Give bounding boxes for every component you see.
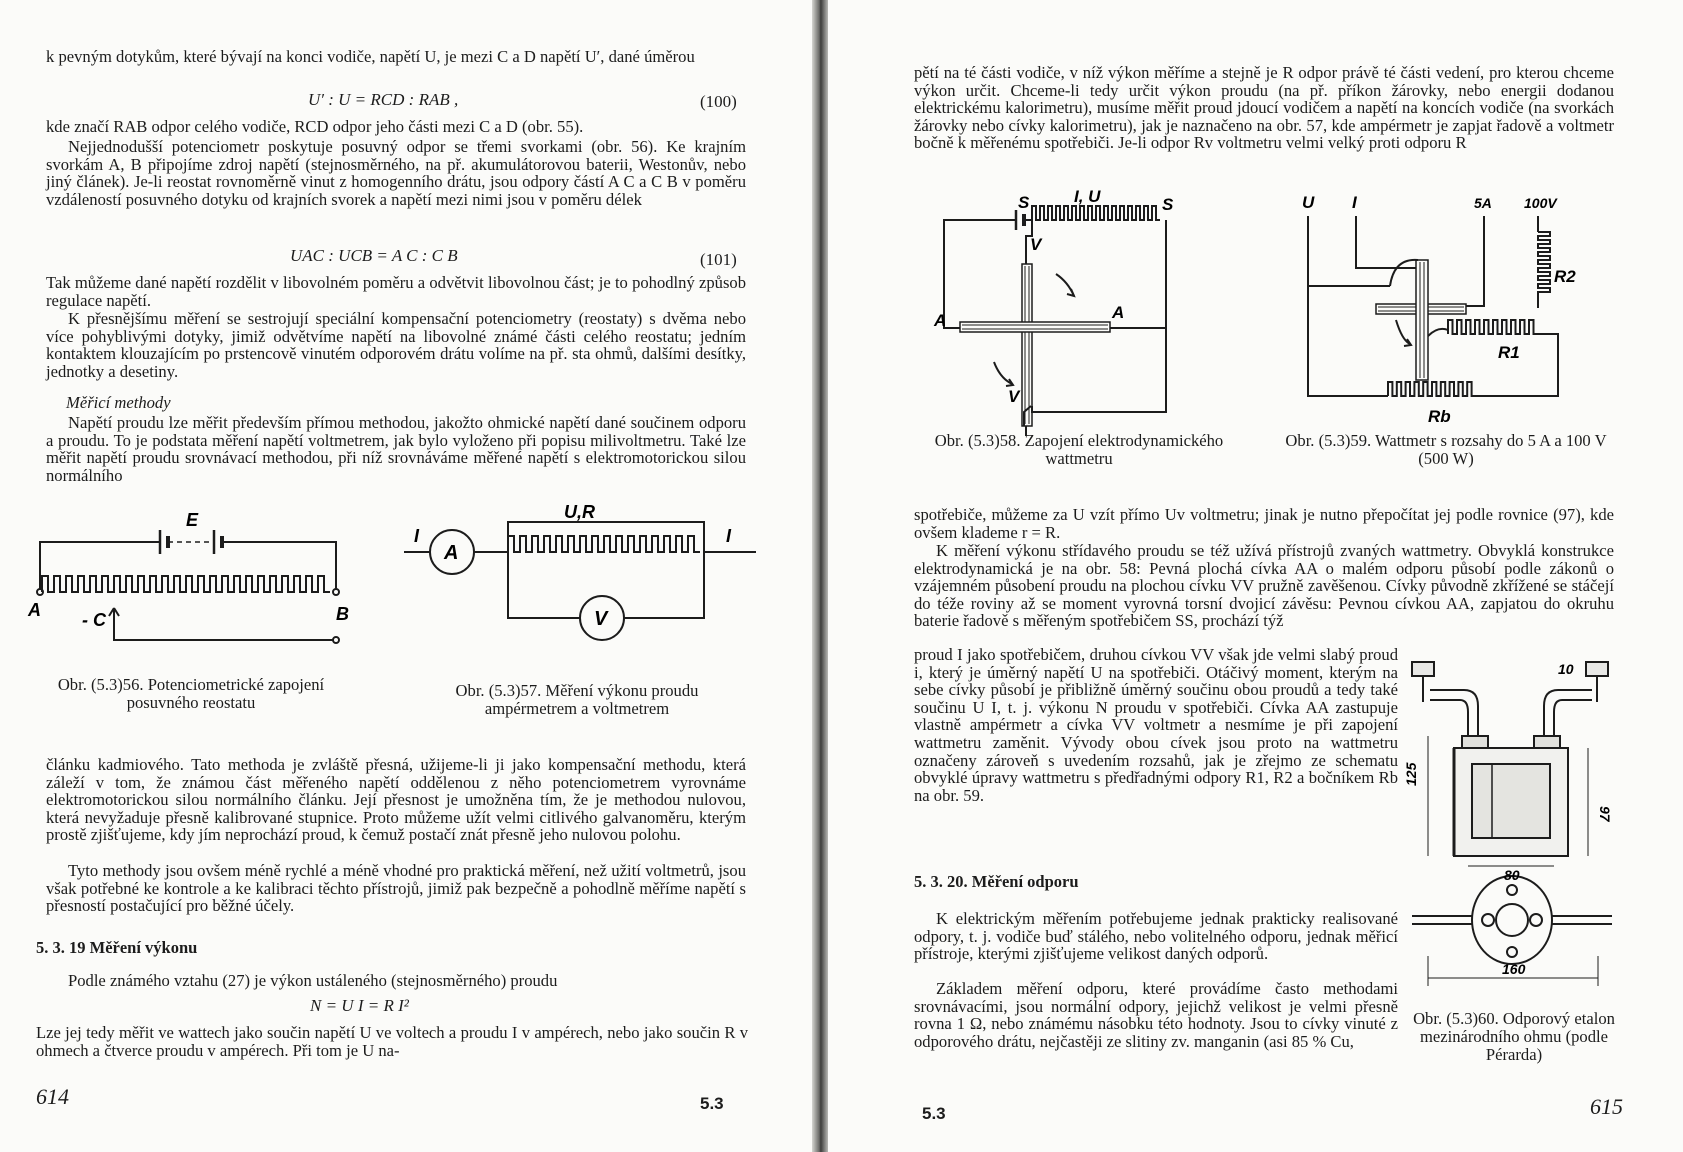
equation-100: U′ : U = RCD : RAB , (308, 90, 459, 109)
fig58-label-S-left: S (1018, 193, 1030, 212)
right-para-4: proud I jako spotřebičem, druhou cívkou VV však jde velmi slabý proud i, který je úměrný napětí U na spotřebiči. Otáčivý moment, kterým na sebe cívky působí je přibližně úměrný součinu obou proudů a tedy také součinu U I, t. j. výkonu N proudu v spotřebiči. Cívka AA zastupuje vlastně ampérmetr a cívka VV voltmetr a nesmíme je při zapojení wattmetru zaměnit. Vývody obou cívek jsou proto na wattmetru označeny zároveň s uvedením rozsahů, jak je zřejmo ze schematu obvyklé úpravy wattmetru s předřadnými odpory R1, R2 a bočníkem Rb na obr. 59. (914, 645, 1398, 805)
equation-101-number: (101) (700, 250, 737, 269)
section-mark-left: 5.3 (700, 1094, 724, 1113)
left-para-7: článku kadmiového. Tato methoda je zvláště přesná, užijeme-li ji jako kompensační methodu, která záleží v tom, že známou část měřeného napětí oddělenou z něho potenciometrem vyrovnáme elektromotorickou silou normálního článku. Její přesnost je umožněna tím, že je methodou nulovou, která nevyžaduje přesně kalibrované stupnice. Proto můžeme užít velmi citlivého galvanoměru, kterým prostě zjišťujeme, kdy jím neprochází proud, k čemuž postačí znát přesně jeho nulovou polohu. (46, 755, 746, 845)
figure-60-resistance-standard-drawing (1403, 656, 1620, 1006)
page-number-left: 614 (36, 1084, 69, 1109)
left-para-5: K přesnějšímu měření se sestrojují speciální kompensační potenciometry (reostaty) s dvěma nebo více pohyblivými dotyky, jimiž odvětvíme napětí na libovolné známé části celého reostatu; jedním kontaktem klouzajícím po prstencově vinutém odporovém drátu volíme na př. sta ohmů, dalšími desítky, jednotky a desetiny. (46, 309, 746, 381)
fig59-label-R1: R1 (1498, 343, 1520, 362)
right-para-6: Základem měření odporu, které provádíme často methodami srovnávacími, jsou normální odpory, jejichž velikost je velmi přesně rovna 1 Ω, nebo známému násobku této hodnoty. Jsou to cívky vinuté z odporového drátu, nejčastěji ze slitiny zv. manganin (asi 85 % Cu, (914, 979, 1398, 1051)
left-para-6: Napětí proudu lze měřit především přímou methodou, jakožto ohmické napětí dané součinem odporu a proudu. To je podstata měření napětí voltmetrem, jak bylo vyloženo při popisu milivoltmetru. Také lze měřit napětí proudu srovnávací methodou, při níž srovnáváme měřené napětí s elektromotorickou silou normálního (46, 413, 746, 485)
caption-figure-57: Obr. (5.3)57. Měření výkonu proudu ampérmetrem a voltmetrem (455, 681, 699, 718)
fig57-label-UR: U,R (564, 502, 595, 522)
fig57-label-I-right: I (726, 526, 732, 546)
figure-59-wattmeter-ranges-diagram (1298, 193, 1618, 426)
fig60-dim-97: 97 (1597, 806, 1613, 822)
page-number-right: 615 (1590, 1094, 1623, 1119)
caption-figure-58: Obr. (5.3)58. Zapojení elektrodynamického wattmetru (934, 431, 1224, 468)
fig57-label-V: V (594, 608, 608, 630)
book-spine (812, 0, 828, 1152)
equation-101: UAC : UCB = A C : C B (290, 246, 458, 265)
equation-power: N = U I = R I² (310, 996, 409, 1015)
fig58-label-S-right: S (1162, 195, 1174, 214)
fig56-label-A: A (28, 600, 41, 620)
fig57-label-A: A (444, 542, 459, 564)
figure-57-power-measurement-diagram (404, 502, 764, 670)
fig59-rb-winding (1388, 382, 1476, 396)
section-heading-resistance-measurement: 5. 3. 20. Měření odporu (914, 872, 1079, 891)
caption-figure-56: Obr. (5.3)56. Potenciometrické zapojení posuvného reostatu (57, 675, 325, 712)
fig58-label-A-right: A (1112, 303, 1125, 322)
left-para-3: Nejjednodušší potenciometr poskytuje posuvný odpor se třemi svorkami (obr. 56). Ke krajním svorkám A, B připojíme zdroj napětí (stejnosměrného, na př. akumulátorovou baterii, Westonův, nebo jiný článek). Je-li reostat rovnoměrně vinut z homogenního drátu, jsou odpory částí A C a C B v poměru vzdáleností posuvného dotyku od krajních svorek a napětí mezi nimi jsou v poměru délek (46, 137, 746, 209)
fig59-label-100V: 100V (1524, 195, 1557, 211)
figure-58-wattmeter-diagram (934, 187, 1236, 426)
right-para-3: K měření výkonu střídavého proudu se též užívá přístrojů zvaných wattmetry. Obvyklá konstrukce elektrodynamická je na obr. 58: Pevná plochá cívka AA o malém odporu působí podle zákonů o vzájemném působení proudu na plochou cívku VV pružně zavěšenou. Cívky původně zkřížené se stáčejí do téže roviny až se moment vyrovná torsní dvojicí závěsu: Pevnou cívkou AA, zapjatou do okruhu baterie řadově s měřeným spotřebičem SS, prochází týž (914, 541, 1614, 631)
left-para-8: Tyto methody jsou ovšem méně rychlé a méně vhodné pro praktická měření, než užití voltmetrů, jsou však potřebné ke kontrole a ke kalibraci těchto přístrojů, jimiž pak bezpečně a pohodlně měříme napětí s přesností postačující pro běžné účely. (46, 861, 746, 916)
right-para-2: spotřebiče, můžeme za U vzít přímo Uv voltmetru; jinak je nutno přepočítat jej podle rovnice (97), kde ovšem klademe r = R. (914, 505, 1614, 542)
fig57-label-I-left: I (414, 526, 420, 546)
left-para-9: Podle známého vztahu (27) je výkon ustáleného (stejnosměrného) proudu (68, 971, 558, 990)
figure-56-potentiometer-diagram (28, 500, 358, 650)
fig56-label-B: B (336, 604, 349, 624)
left-para-2: kde značí RAB odpor celého vodiče, RCD odpor jeho části mezi C a D (obr. 55). (46, 117, 584, 136)
right-para-1: pětí na té části vodiče, v níž výkon měříme a stejně je R odpor právě té části vedení, pro kterou chceme výkon určit. Chceme-li tedy určit výkon proudu (na př. příkon žárovky, nebo energii dodanou elektrickému kalorimetru), musíme měřit proud jdoucí vodičem a napětí na koncích vodiče (na svorkách žárovky nebo cívky kalorimetru), jak je naznačeno na obr. 57, kde ampérmetr je zapjat řadově a voltmetr bočně k měřenému spotřebiči. Je-li odpor Rv voltmetru velmi velký proti odporu R (914, 63, 1614, 153)
caption-figure-60: Obr. (5.3)60. Odporový etalon mezinárodního ohmu (podle Pérarda) (1413, 1009, 1615, 1064)
fig58-label-V-bottom: V (1008, 387, 1020, 406)
fig58-load-winding (1032, 206, 1160, 220)
fig59-r2-winding (1538, 232, 1550, 296)
fig58-label-A-left: A (934, 311, 947, 330)
fig58-label-IU: I, U (1074, 187, 1101, 206)
left-para-4: Tak můžeme dané napětí rozdělit v libovolném poměru a odvětvit libovolnou část; je to pohodlný způsob regulace napětí. (46, 273, 746, 310)
fig60-dim-80: 80 (1504, 867, 1520, 883)
fig57-resistor-winding (508, 536, 700, 552)
fig59-label-R2: R2 (1554, 267, 1576, 286)
fig59-r1-winding (1448, 320, 1538, 334)
subheading-measuring-methods: Měřicí methody (66, 393, 171, 412)
fig59-label-I: I (1352, 193, 1357, 212)
fig59-label-5A: 5A (1474, 195, 1492, 211)
fig60-dim-125: 125 (1403, 762, 1419, 786)
fig59-label-Rb: Rb (1428, 407, 1451, 426)
right-page (828, 0, 1683, 1152)
fig58-label-V-top: V (1030, 235, 1042, 254)
left-para-1: k pevným dotykům, které bývají na konci vodiče, napětí U, je mezi C a D napětí U′, dané úměrou (46, 47, 695, 66)
fig60-dim-160: 160 (1502, 961, 1526, 977)
fig56-label-E: E (186, 510, 199, 530)
fig60-dim-10: 10 (1558, 661, 1574, 677)
fig56-label-C: - C (82, 610, 106, 630)
right-para-5: K elektrickým měřením potřebujeme jednak prakticky realisované odpory, t. j. vodiče buď stálého, nebo volitelného odporu, jednak měřicí přístroje, kterými zjišťujeme velikost daných odporů. (914, 909, 1398, 964)
section-mark-right: 5.3 (922, 1104, 946, 1123)
equation-100-number: (100) (700, 92, 737, 111)
left-para-10: Lze jej tedy měřit ve wattech jako součin napětí U ve voltech a proudu I v ampérech, nebo jako součin R v ohmech a čtverce proudu v ampérech. Při tom je U na- (36, 1023, 748, 1060)
left-page (0, 0, 812, 1152)
fig56-resistor-winding (42, 576, 330, 592)
caption-figure-59: Obr. (5.3)59. Wattmetr s rozsahy do 5 A a 100 V (500 W) (1285, 431, 1607, 468)
section-heading-power-measurement: 5. 3. 19 Měření výkonu (36, 938, 198, 957)
fig59-label-U: U (1302, 193, 1315, 212)
